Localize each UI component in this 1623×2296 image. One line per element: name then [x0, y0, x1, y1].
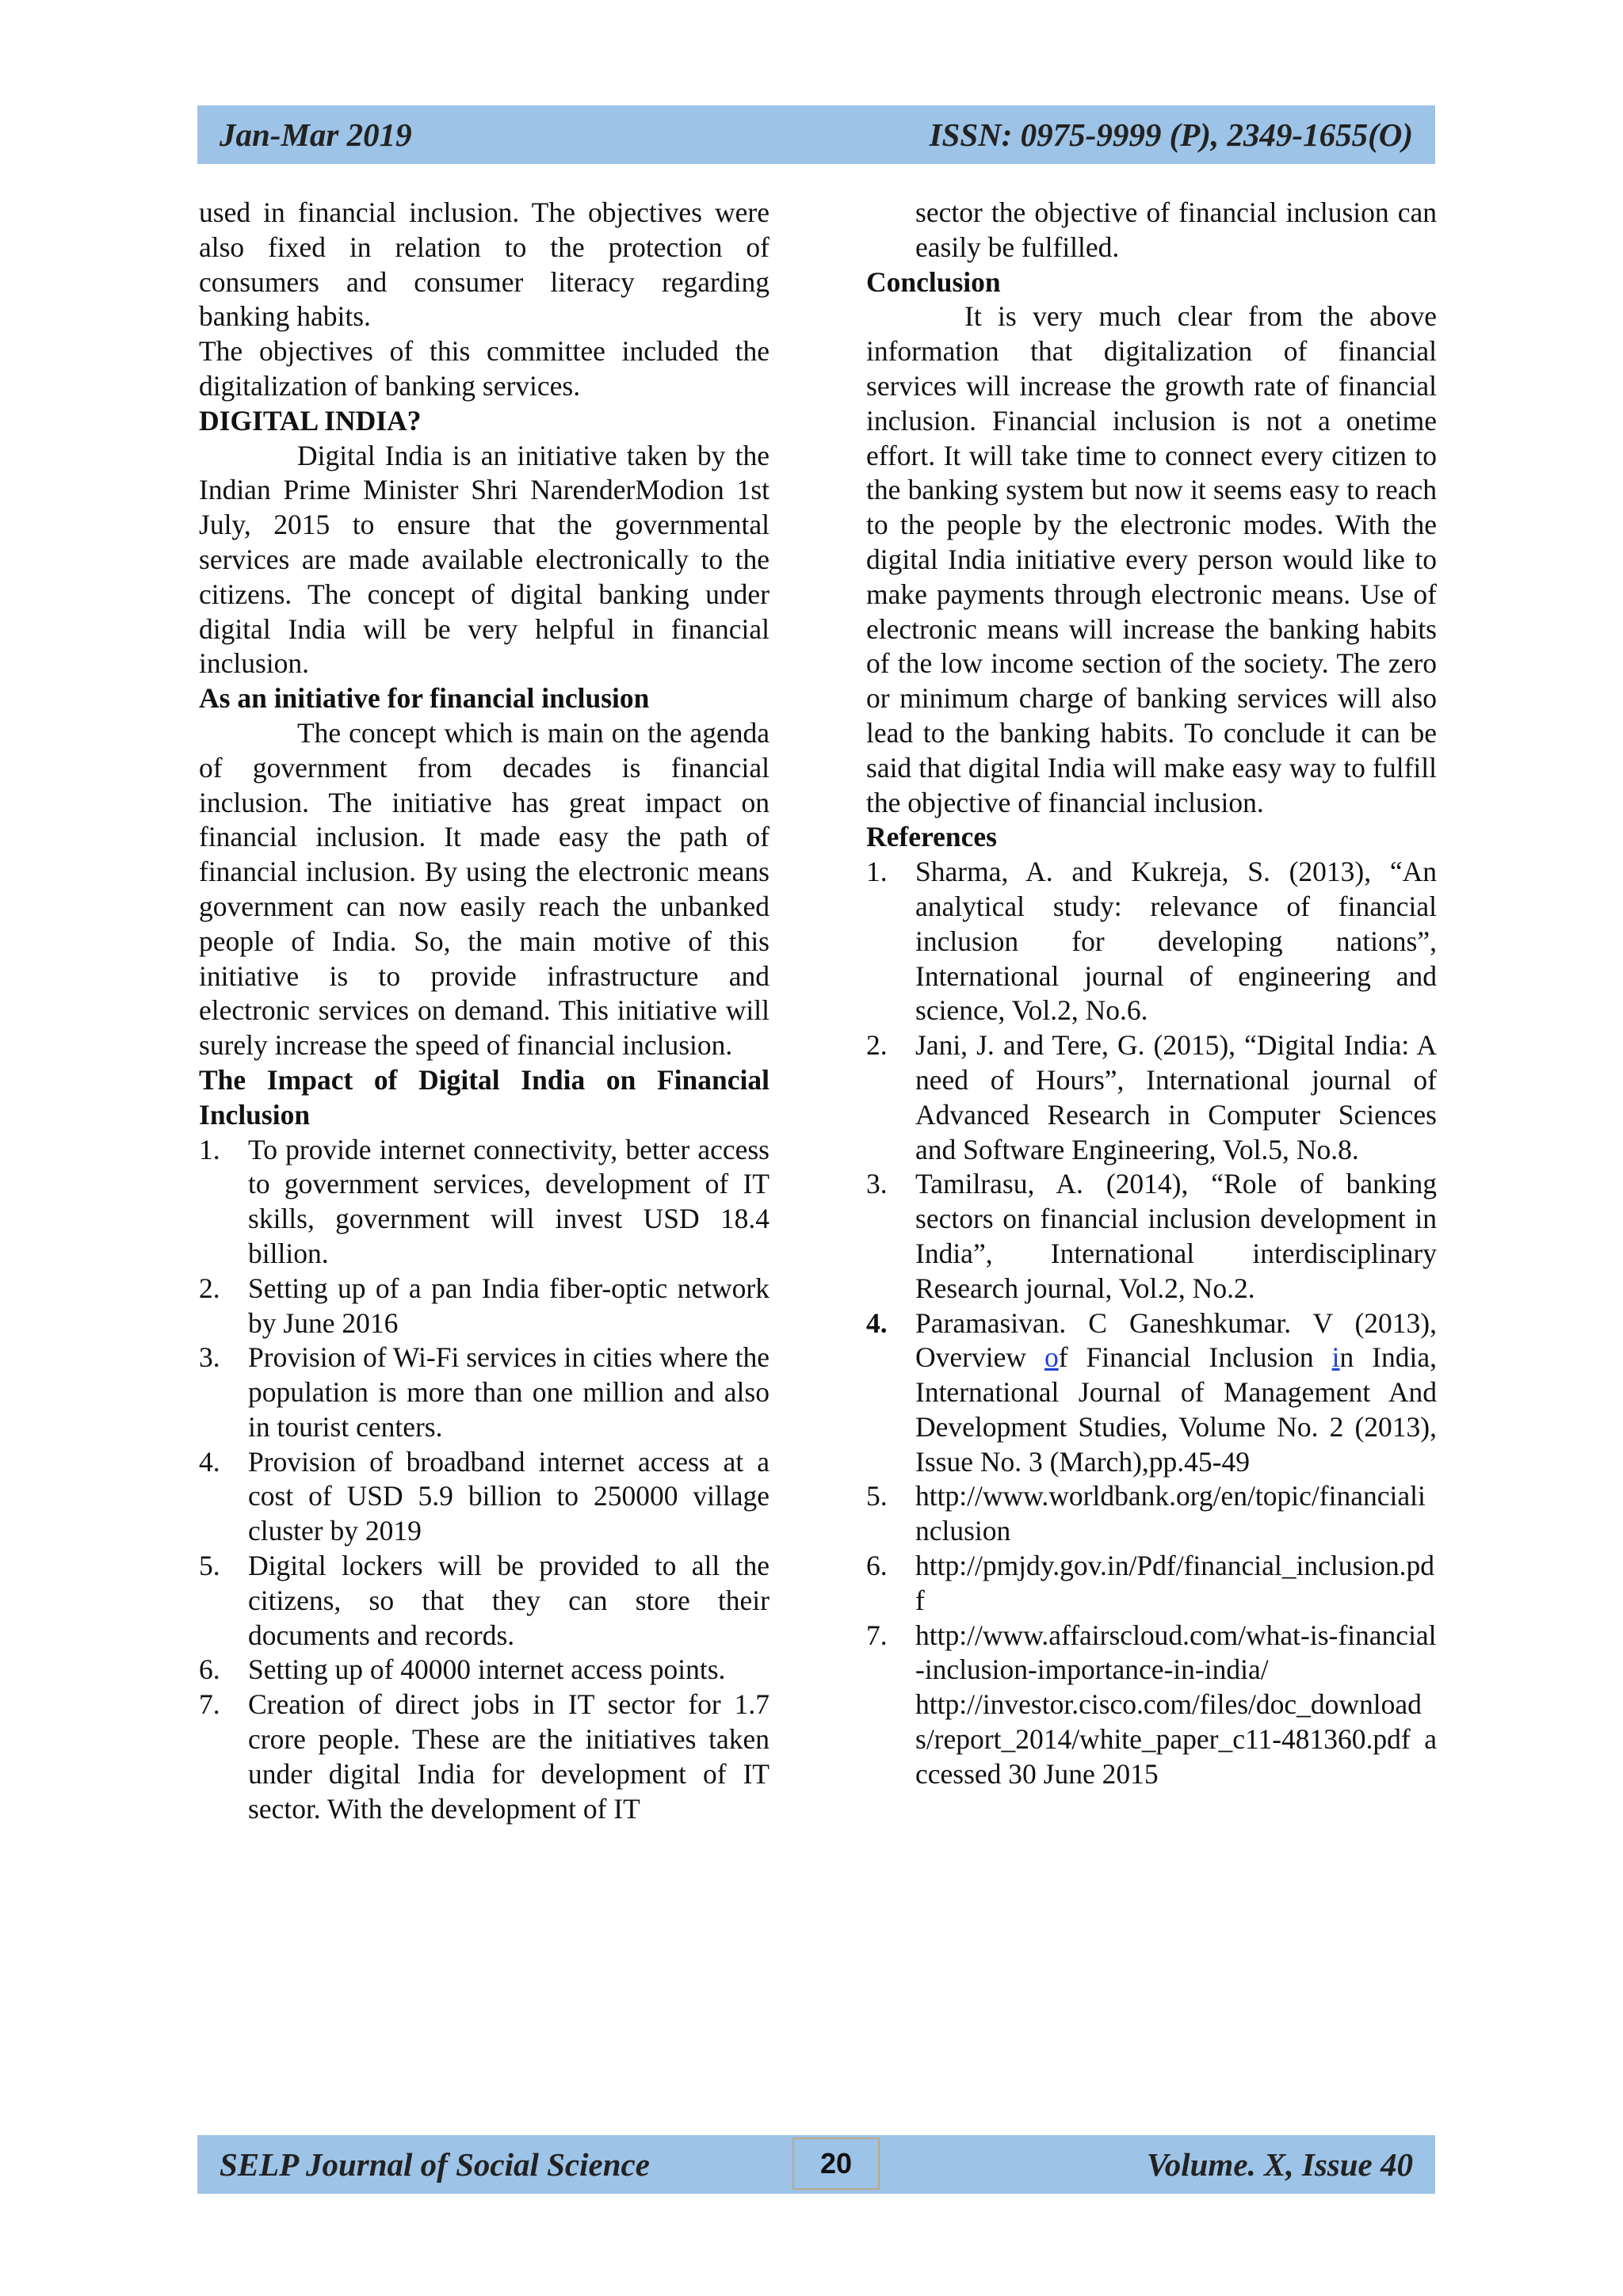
page-header — [197, 105, 1435, 164]
reference-url-line: http://investor.cisco.com/files/doc_downloads/report_2014/white_paper_c11-481360.pdf — [915, 1688, 1422, 1756]
section-heading-references: References — [866, 821, 997, 853]
reference-item — [866, 1028, 1437, 1167]
paragraph: Digital India is an initiative taken by the Indian Prime Minister Shri NarenderModion 1st July, 2015 to ensure that the governmental services are made available electronically to the citizens. The concept of digital banking under digital India will be very helpful in financial inclusion. — [199, 439, 769, 680]
list-text: Digital lockers will be provided to all the citizens, so that they can store their documents and records. — [248, 1550, 769, 1651]
reference-url: http://www.worldbank.org/en/topic/financialinclusion — [915, 1480, 1426, 1547]
reference-number: 7. — [866, 1619, 888, 1651]
reference-accessed-date: accessed 30 June 2015 — [915, 1723, 1437, 1790]
reference-url: http://pmjdy.gov.in/Pdf/financial_inclusion.pdf — [915, 1550, 1435, 1616]
reference-number: 5. — [866, 1480, 888, 1512]
reference-item — [866, 1619, 1437, 1792]
reference-text: Tamilrasu, A. (2014), “Role of banking sectors on financial inclusion development in India”, International interdisciplinary Research journal, Vol.2, No.2. — [915, 1168, 1437, 1304]
list-number: 4. — [199, 1445, 220, 1478]
reference-text: Jani, J. and Tere, G. (2015), “Digital India: A need of Hours”, International journal of Advanced Research in Computer Sciences and Software Engineering, Vol.5, No.8. — [915, 1029, 1437, 1165]
list-text: Provision of broadband internet access at a cost of USD 5.9 billion to 250000 village cluster by 2019 — [248, 1445, 769, 1547]
list-item — [199, 1272, 769, 1341]
section-heading-initiative: As an initiative for financial inclusion — [199, 682, 650, 715]
section-heading-conclusion: Conclusion — [866, 265, 1001, 298]
reference-url-line: http://www.affairscloud.com/what-is-financial-inclusion-importance-in-india/ — [915, 1619, 1437, 1686]
reference-number: 1. — [866, 856, 888, 888]
impact-list — [199, 1133, 769, 1827]
paragraph: The concept which is main on the agenda of government from decades is financial inclusion. The initiative has great impact on financial inclusion. It made easy the path of financial inclusion. By using the electronic means government can now easily reach the unbanked people of India. So, the main motive of this initiative is to provide infrastructure and electronic services on demand. This initiative will surely increase the speed of financial inclusion. — [199, 716, 769, 1062]
list-text: Creation of direct jobs in IT sector for 1.7 crore people. These are the initiatives taken under digital India for development of IT sector. With the development of IT — [248, 1688, 769, 1825]
list-number: 1. — [199, 1133, 220, 1165]
list-text: Provision of Wi-Fi services in cities where the population is more than one million and also in tourist centers. — [248, 1341, 769, 1443]
section-heading-impact: The Impact of Digital India on Financial Inclusion — [199, 1063, 769, 1131]
reference-number: 2. — [866, 1029, 888, 1062]
reference-number: 3. — [866, 1168, 888, 1200]
list-text: Setting up of 40000 internet access points. — [248, 1653, 726, 1686]
list-item — [199, 1341, 769, 1444]
reference-item — [866, 855, 1437, 1028]
list-item — [199, 1653, 769, 1688]
reference-text — [915, 1306, 1437, 1480]
reference-item — [866, 1549, 1437, 1619]
reference-item — [866, 1479, 1437, 1549]
reference-link-fragment[interactable]: i — [1331, 1341, 1340, 1374]
list-text: To provide internet connectivity, better access to government services, development of IT skills, government will invest USD 18.4 billion. — [248, 1133, 769, 1269]
reference-text: Sharma, A. and Kukreja, S. (2013), “An analytical study: relevance of financial inclusion for developing nations”, International journal of engineering and science, Vol.2, No.6. — [915, 856, 1437, 1027]
reference-link-fragment[interactable]: o — [1044, 1341, 1059, 1374]
list-item — [199, 1133, 769, 1272]
left-column — [199, 196, 769, 1826]
paragraph: The objectives of this committee included the digitalization of banking services. — [199, 335, 769, 402]
list-number: 2. — [199, 1272, 220, 1304]
reference-url — [915, 1619, 1437, 1792]
list-number: 3. — [199, 1341, 220, 1374]
footer-volume-issue: Volume. X, Issue 40 — [1146, 2146, 1413, 2183]
continuation-text: sector the objective of financial inclusion can easily be fulfilled. — [915, 196, 1437, 263]
right-column — [866, 196, 1437, 1792]
list-item — [199, 1688, 769, 1826]
page-number: 20 — [792, 2138, 880, 2190]
reference-number: 6. — [866, 1550, 888, 1582]
footer-journal-name: SELP Journal of Social Science — [220, 2146, 650, 2183]
reference-text-part: Paramasivan. C Ganeshkumar. V (2013), Overview — [915, 1306, 1437, 1374]
paragraph: It is very much clear from the above information that digitalization of financial services will increase the growth rate of financial inclusion. Financial inclusion is not a onetime effort. It will take time to connect every citizen to the banking system but now it seems easy to reach to the people by the electronic modes. With the digital India initiative every person would like to make payments through electronic means. Use of electronic means will increase the banking habits of the low income section of the society. The zero or minimum charge of banking services will also lead to the banking habits. To conclude it can be said that digital India will make easy way to fulfill the objective of financial inclusion. — [866, 300, 1437, 818]
list-item — [199, 1445, 769, 1549]
section-heading-digital-india: DIGITAL INDIA? — [199, 404, 422, 437]
reference-item — [866, 1306, 1437, 1480]
header-issn: ISSN: 0975-9999 (P), 2349-1655(O) — [929, 116, 1413, 153]
list-number: 7. — [199, 1688, 220, 1721]
list-number: 6. — [199, 1653, 220, 1686]
reference-item — [866, 1167, 1437, 1306]
header-date: Jan-Mar 2019 — [220, 116, 412, 153]
list-item — [199, 1549, 769, 1653]
reference-text-part: n India, International Journal of Management And Development Studies, Volume No. 2 (2013), Issue No. 3 (March),pp.45-49 — [915, 1341, 1437, 1478]
list-number: 5. — [199, 1550, 220, 1582]
reference-number: 4. — [866, 1306, 888, 1339]
list-text: Setting up of a pan India fiber-optic network by June 2016 — [248, 1272, 769, 1339]
reference-text-part: f Financial Inclusion — [1058, 1341, 1332, 1374]
references-list — [866, 855, 1437, 1792]
paragraph: used in financial inclusion. The objectives were also fixed in relation to the protection of consumers and consumer literacy regarding banking habits. — [199, 196, 769, 333]
